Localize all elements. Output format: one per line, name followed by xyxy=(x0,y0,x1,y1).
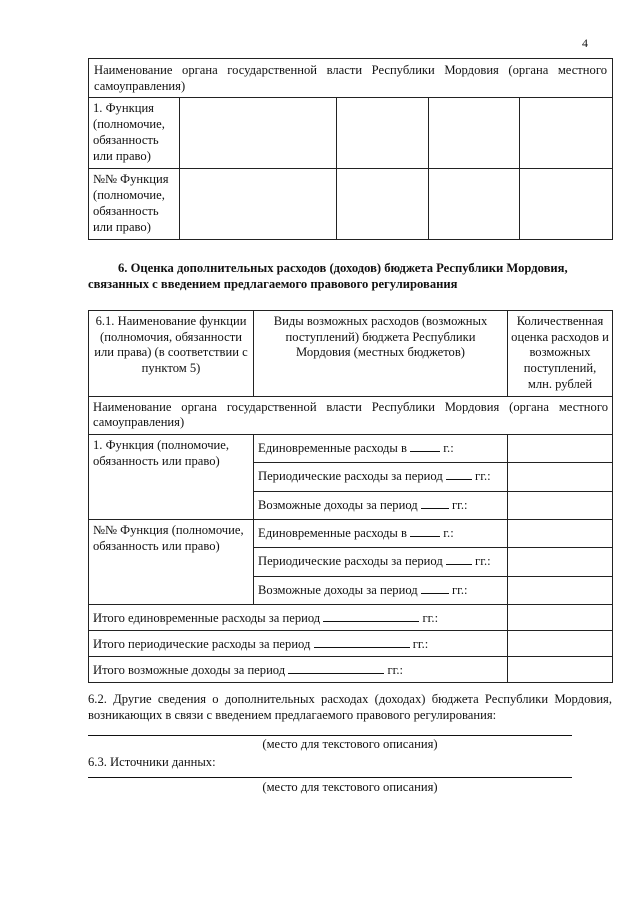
table-cell xyxy=(429,98,520,169)
total-periodic-row: Итого периодические расходы за период гг.: xyxy=(89,631,508,657)
value-cell xyxy=(508,576,613,604)
text-input-line xyxy=(88,735,572,736)
periodic-expenses-row: Периодические расходы за период гг.: xyxy=(254,463,508,491)
caption-text-description-1: (место для текстового описания) xyxy=(262,737,438,751)
text-input-line xyxy=(88,777,572,778)
budget-estimate-table xyxy=(88,310,613,683)
table-cell xyxy=(180,98,337,169)
function-label-cell: 1. Функция (полномочие, обязанность или право) xyxy=(89,98,180,169)
table-cell xyxy=(520,98,613,169)
value-cell xyxy=(508,463,613,491)
possible-income-row: Возможные доходы за период гг.: xyxy=(254,491,508,519)
value-cell xyxy=(508,631,613,657)
functions-table xyxy=(88,58,613,240)
value-cell xyxy=(508,435,613,463)
table-cell xyxy=(337,98,429,169)
table-cell xyxy=(180,169,337,240)
table-cell xyxy=(520,169,613,240)
value-cell xyxy=(508,491,613,519)
paragraph-6-3: 6.3. Источники данных: xyxy=(88,755,216,769)
value-cell xyxy=(508,548,613,576)
table-cell xyxy=(337,169,429,240)
total-income-row: Итого возможные доходы за период гг.: xyxy=(89,657,508,683)
value-cell xyxy=(508,605,613,631)
total-one-time-row: Итого единовременные расходы за период гг.: xyxy=(89,605,508,631)
function-1-cell: 1. Функция (полномочие, обязанность или право) xyxy=(89,435,254,520)
value-cell xyxy=(508,520,613,548)
function-label-cell: №№ Функция (полномочие, обязанность или право) xyxy=(89,169,180,240)
value-cell xyxy=(508,657,613,683)
col-header-expense-types: Виды возможных расходов (возможных поступлений) бюджета Республики Мордовия (местных бюджетов) xyxy=(254,311,508,397)
possible-income-row: Возможные доходы за период гг.: xyxy=(254,576,508,604)
col-header-estimate: Количественная оценка расходов и возможных поступлений, млн. рублей xyxy=(508,311,613,397)
col-header-function: 6.1. Наименование функции (полномочия, обязанности или права) (в соответствии с пунктом 5) xyxy=(89,311,254,397)
org-header-cell: Наименование органа государственной власти Республики Мордовия (органа местного самоуправления) xyxy=(89,59,613,98)
one-time-expenses-row: Единовременные расходы в г.: xyxy=(254,435,508,463)
one-time-expenses-row: Единовременные расходы в г.: xyxy=(254,520,508,548)
org-row: Наименование органа государственной власти Республики Мордовия (органа местного самоуправления) xyxy=(89,396,613,434)
periodic-expenses-row: Периодические расходы за период гг.: xyxy=(254,548,508,576)
caption-text-description-2: (место для текстового описания) xyxy=(262,780,438,794)
function-2-cell: №№ Функция (полномочие, обязанность или право) xyxy=(89,520,254,605)
section-6-heading: 6. Оценка дополнительных расходов (доходов) бюджета Республики Мордовия, связанных с введением предлагаемого правового регулирования xyxy=(88,261,568,291)
page-number: 4 xyxy=(582,36,588,50)
table-cell xyxy=(429,169,520,240)
paragraph-6-2: 6.2. Другие сведения о дополнительных расходах (доходах) бюджета Республики Мордовия, возникающих в связи с введением предлагаемого правового регулирования: xyxy=(88,692,612,722)
